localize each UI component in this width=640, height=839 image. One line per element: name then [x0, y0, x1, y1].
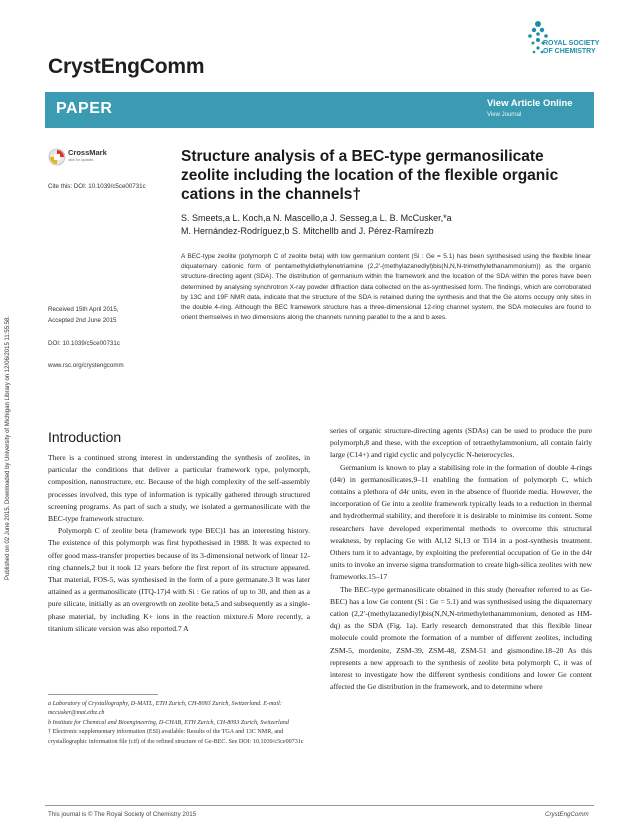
paragraph: The BEC-type germanosilicate obtained in this study (hereafter referred to as Ge-BEC) has a low Ge content (Si : Ge = 5.1) and was synthesised using the diquaternary cation (2,2′-(methylazanediyl)bis(N,N,N-trimethylethanammonium, denoted as HM-dq) as the SDA (Fig. 1a). Early research demonstrated that this flexible linear molecule could promote the formation of a number of different zeolites, including ZSM-5, mordenite, ZSM-39, ZSM-48, ZSM-51 and gismondine.18–20 As this represents a new approach to the synthesis of zeolite beta polymorph C, it was of interest to investigate how the different synthesis conditions and lower Ge content affected the Ge distribution in the framework, and to determine where: [330, 584, 592, 692]
authors-line-2: M. Hernández-Rodríguez,b S. Mitchellb and J. Pérez-Ramírezb: [181, 226, 434, 236]
accepted-date: Accepted 2nd June 2015: [48, 317, 117, 324]
footnotes: [48, 700, 310, 747]
article-type-label: PAPER: [56, 100, 113, 117]
paragraph: Polymorph C of zeolite beta (framework type BEC)1 has an interesting history. The existence of this polymorph was first hypothesised in 1988. It was expected to offer good mass-transfer properties because of its 3-dimensional network of linear 12-ring channels,2 but it took 12 years before the first report of its structure appeared. That material, FOS-5, was synthesised in the form of a pure germanate.3 It was later attained as a germanosilicate (ITQ-17)4 with Si : Ge ratios of up to 30, and then as a pure silicate, initially as an overgrowth on zeolite beta,5 and subsequently as a single-phase material, by including K+ ions in the reaction mixture.6 More recently, a titanium silicate version was also reported.7 A: [48, 526, 310, 633]
footnote-b: b Institute for Chemical and Bioengineering, D-CHAB, ETH Zurich, CH-8093 Zurich, Switzerland: [48, 719, 289, 726]
footnote-divider: [48, 694, 158, 695]
column-left: [48, 452, 310, 635]
authors-line-1: S. Smeets,a L. Koch,a N. Mascello,a J. Sesseg,a L. B. McCusker,*a: [181, 213, 452, 223]
crossmark-label: CrossMark: [68, 148, 107, 157]
paragraph: Germanium is known to play a stabilising role in the formation of double 4-rings (d4r) in germanosilicates,9–11 enabling the formation of polymorph C, which contains a plethora of d4r units, even in the absence of fluoride media. However, the incorporation of Ge into a zeolite framework typically leads to a reduction in thermal and hydrothermal stability, and therefore it is desirable to minimise its content. Some researchers have developed experimental methods to overcome this structural weakness, by replacing Ge with Al,12 Si,13 or Ti14 in a post-synthesis treatment. Others turn it to advantage, by exploiting the preferential occupation of Ge in the d4r units to invoke an inverse sigma transformation to create high-silica zeolites with new frameworks.15–17: [330, 462, 592, 582]
journal-url[interactable]: www.rsc.org/crystengcomm: [48, 362, 124, 369]
footnote-a: a Laboratory of Crystallography, D-MATL, ETH Zurich, CH-8093 Zurich, Switzerland. E-mail: mccusker@mat.ethz.ch: [48, 701, 282, 717]
column-right: [330, 425, 592, 693]
footnote-esi: † Electronic supplementary information (ESI) available: Results of the TGA and 13C NMR, and crystallographic information file (cif) of the refined structure of Ge-BEC. See DOI: 10.1039/c5ce00731c: [48, 729, 304, 745]
view-journal-link[interactable]: View Journal: [487, 112, 522, 118]
cite-this: Cite this: DOI: 10.1039/c5ce00731c: [48, 183, 146, 190]
doi: DOI: 10.1039/c5ce00731c: [48, 340, 120, 347]
abstract: A BEC-type zeolite (polymorph C of zeolite beta) with low germanium content (Si : Ge = 5.1) has been synthesised using the flexible linear diquaternary cationic form of pentamethyldiethylenetriamine (2,2′-(methylazanediyl)bis(N,N,N-trimethylethanammonium)) as the organic structure-directing agent (SDA). The distribution of germanium within the framework and the location of the SDA within the pores have been determined by analysing synchrotron X-ray powder diffraction data collected on the as-synthesised form. The findings, which are corroborated by 13C and 19F NMR data, indicate that the structure of the SDA is retained during the synthesis and that the Ge atoms occupy only sites in the double 4-ring. Although the BEC framework structure has a three-dimensional 12-ring channel system, the SDA molecules are found to orient themselves in two dimensions along the channels running parallel to the a and b axes.: [181, 253, 591, 322]
side-note-text: Published on 02 June 2015. Downloaded by University of Michigan Library on 12/06/2015 11:55:58.: [5, 315, 11, 580]
rsc-line-1: ROYAL SOCIETY: [543, 40, 600, 47]
journal-title: CrystEngComm: [48, 55, 205, 78]
paragraph: There is a continued strong interest in understanding the synthesis of zeolites, in particular the conditions that deliver a particular framework type, polymorph, composition, nanostructure, etc. Because of the high complexity of the self-assembly processes involved, this type of information is typically gathered through structured screening programs. As part of such a study, we isolated a germanosilicate with the BEC-type framework structure.: [48, 453, 310, 524]
crossmark-badge[interactable]: [48, 146, 107, 168]
view-article-online-link[interactable]: View Article Online: [487, 98, 573, 109]
crossmark-icon: [48, 148, 66, 166]
footer-copyright: This journal is © The Royal Society of Chemistry 2015: [48, 811, 197, 818]
publication-side-note: [2, 180, 16, 580]
article-title: Structure analysis of a BEC-type germanosilicate zeolite including the location of the flexible organic cations in the channels†: [181, 148, 559, 203]
received-date: Received 15th April 2015,: [48, 306, 119, 313]
section-heading: Introduction: [48, 429, 122, 445]
footer-divider: [45, 805, 594, 806]
footer-journal: CrystEngComm: [545, 811, 589, 818]
rsc-wordmark: [543, 40, 599, 56]
author-list: [181, 212, 581, 238]
crossmark-sub: click for updates: [68, 158, 94, 162]
paragraph: series of organic structure-directing agents (SDAs) can be used to produce the pure polymorph,8 and these, with the exception of tetraethylammonium, all contain fairly large (C14+) and rigid cyclic and polycyclic N-heterocycles.: [330, 426, 592, 460]
rsc-line-2: OF CHEMISTRY: [543, 48, 596, 55]
